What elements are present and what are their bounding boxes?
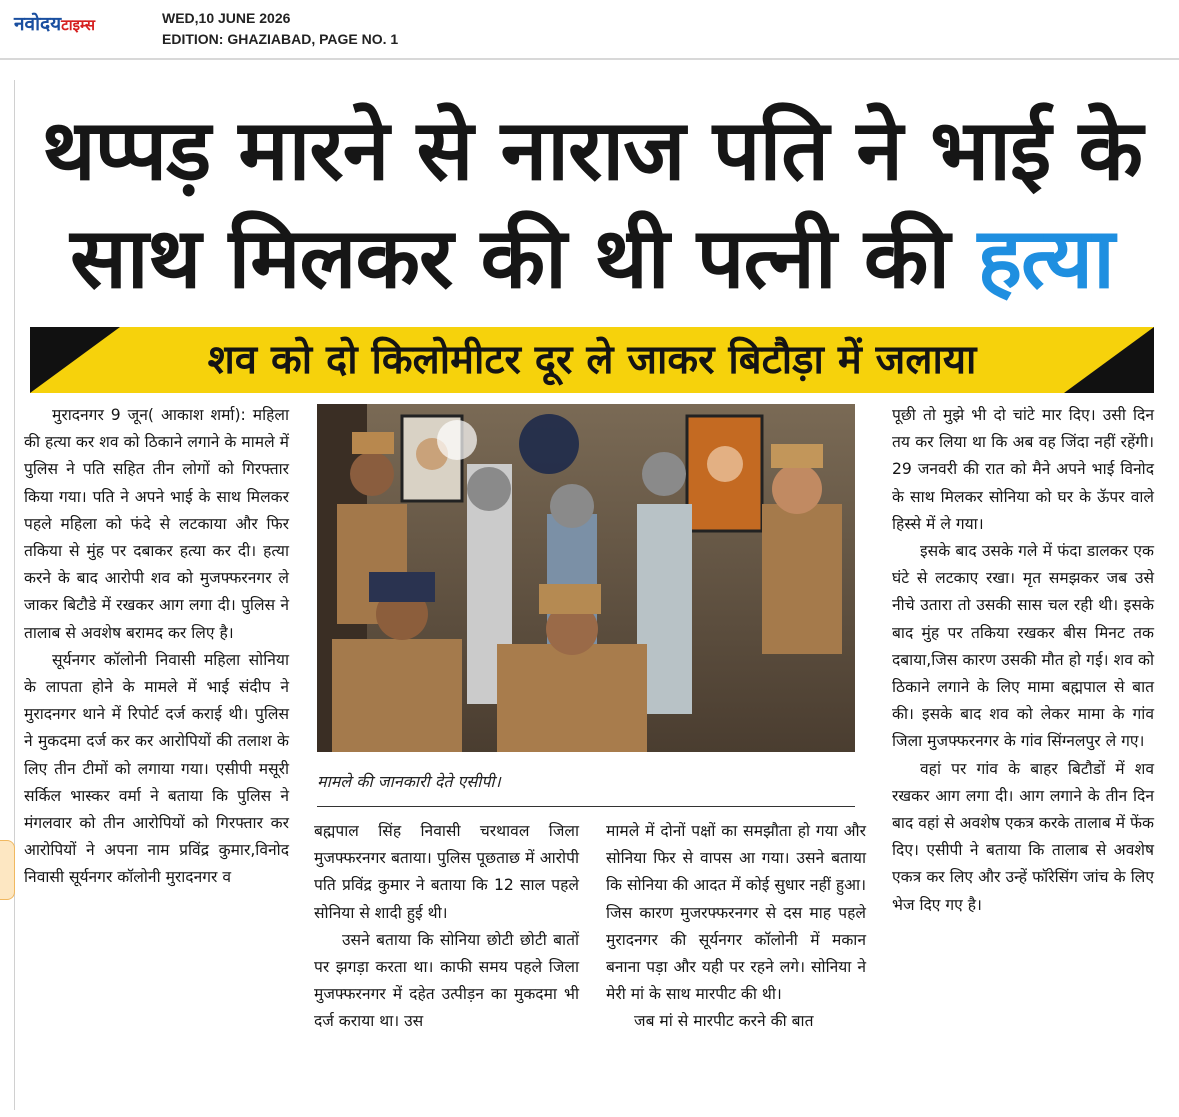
news-photo-illustration xyxy=(317,404,855,752)
logo-text-primary: नवोदय xyxy=(14,13,62,35)
paragraph: वहां पर गांव के बाहर बिटौडों में शव रखकर आग लगा दी। आग लगाने के तीन दिन बाद वहां से अवशेष एकत्र करके तालाब में फेंक दिए। एसीपी ने बताया कि तालाब से अवशेष एकत्र कर लिए और उन्हें फॉरेसिंग जांच के लिए भेज दिए गए है। xyxy=(892,759,1154,914)
issue-date: WED,10 JUNE 2026 xyxy=(162,10,291,26)
edition-page: EDITION: GHAZIABAD, PAGE NO. 1 xyxy=(162,31,399,47)
news-photo[interactable] xyxy=(317,404,855,752)
header-divider xyxy=(0,58,1179,60)
paragraph: मामले में दोनों पक्षों का समझौता हो गया और सोनिया फिर से वापस आ गया। उसने बताया कि सोनिया की आदत में कोई सुधार नहीं हुआ। जिस कारण मुजरफ्फरनगर से दस माह पहले मुरादनगर की सूर्यनगर कॉलोनी में मकान बनाना पड़ा और यही पर रहने लगे। सोनिया ने मेरी मां के साथ मारपीट की थी। xyxy=(606,822,866,1004)
paragraph: पूछी तो मुझे भी दो चांटे मार दिए। उसी दिन तय कर लिया था कि अब वह जिंदा नहीं रहेंगी।29 जनवरी की रात को मैने अपने भाई विनोद के साथ मिलकर सोनिया को घर के ऊॅपर वाले हिस्से में ले गया। xyxy=(892,406,1154,533)
subheadline: शव को दो किलोमीटर दूर ले जाकर बिटौड़ा में जलाया xyxy=(207,337,977,383)
paragraph: मुरादनगर 9 जून( आकाश शर्मा): महिला की हत्या कर शव को ठिकाने लगाने के मामले में पुलिस ने पति सहित तीन लोगों को गिरफ्तार किया गया। पति ने अपने भाई के साथ मिलकर पहले महिला को फंदे से लटकाया और फिर तकिया से मुंह पर दबाकर हत्या कर दी। हत्या करने के बाद आरोपी शव को मुजफ्फरनगर ले जाकर बिटौडे में रखकर आग लगा दी। पुलिस ने तालाब से अवशेष बरामद कर लिए है। xyxy=(24,406,289,642)
headline-line-2 xyxy=(22,204,1162,312)
article-headline xyxy=(22,96,1162,312)
headline-highlight-word: हत्या xyxy=(977,209,1114,307)
paragraph: सूर्यनगर कॉलोनी निवासी महिला सोनिया के लापता होने के मामले में भाई संदीप ने मुरादनगर थाने में रिपोर्ट दर्ज कराई थी। पुलिस ने मुकदमा दर्ज कर कर आरोपियों की तलाश के लिए तीन टीमों को लगाया गया। एसीपी मसूरी सर्किल भास्कर वर्मा ने बताया कि पुलिस ने मंगलवार को तीन आरोपियों को गिरफ्तार कर आरोपियों ने अपना नाम प्रविंद्र कुमार,विनोद निवासी सूर्यनगर कॉलोनी मुरादनगर व xyxy=(24,650,289,887)
article-column-1 xyxy=(24,402,289,892)
headline-line-2-text: साथ मिलकर की थी पत्नी की xyxy=(70,209,978,307)
photo-caption: मामले की जानकारी देते एसीपी। xyxy=(317,772,501,791)
masthead xyxy=(0,0,1179,58)
logo-text-secondary: टाइम्स xyxy=(61,16,95,34)
page-tab-marker[interactable] xyxy=(0,840,15,900)
paragraph: जब मां से मारपीट करने की बात xyxy=(634,1012,814,1031)
article-column-4 xyxy=(892,402,1154,919)
paragraph: बह्मपाल सिंह निवासी चरथावल जिला मुजफ्फरनगर बताया। पुलिस पूछताछ में आरोपी पति प्रविंद्र कुमार ने बताया कि 12 साल पहले सोनिया से शादी हुई थी। xyxy=(314,822,579,922)
edition-info xyxy=(162,8,398,50)
subheadline-banner xyxy=(30,327,1154,393)
headline-line-1: थप्पड़ मारने से नाराज पति ने भाई के xyxy=(41,101,1142,199)
page-margin-rule xyxy=(14,80,15,1110)
newspaper-logo[interactable] xyxy=(14,10,95,36)
article-column-3 xyxy=(606,818,866,1036)
caption-rule xyxy=(317,806,855,807)
paragraph: उसने बताया कि सोनिया छोटी छोटी बातों पर झगड़ा करता था। काफी समय पहले जिला मुजफ्फरनगर में दहेत उत्पीड़न का मुकदमा भी दर्ज कराया था। उस xyxy=(314,930,579,1031)
article-column-2 xyxy=(314,818,579,1036)
paragraph: इसके बाद उसके गले में फंदा डालकर एक घंटे से लटकाए रखा। मृत समझकर जब उसे नीचे उतारा तो उसकी सास चल रही थी। इसके बाद मुंह पर तकिया रखकर बीस मिनट तक दबाया,जिस कारण उसकी मौत हो गई। शव को ठिकाने लगाने के लिए मामा बह्मपाल से बात की। इसके बाद शव को लेकर मामा के गांव जिला मुजफ्फरनगर के गांव सिंग्नलपुर ले गए। xyxy=(892,542,1154,751)
